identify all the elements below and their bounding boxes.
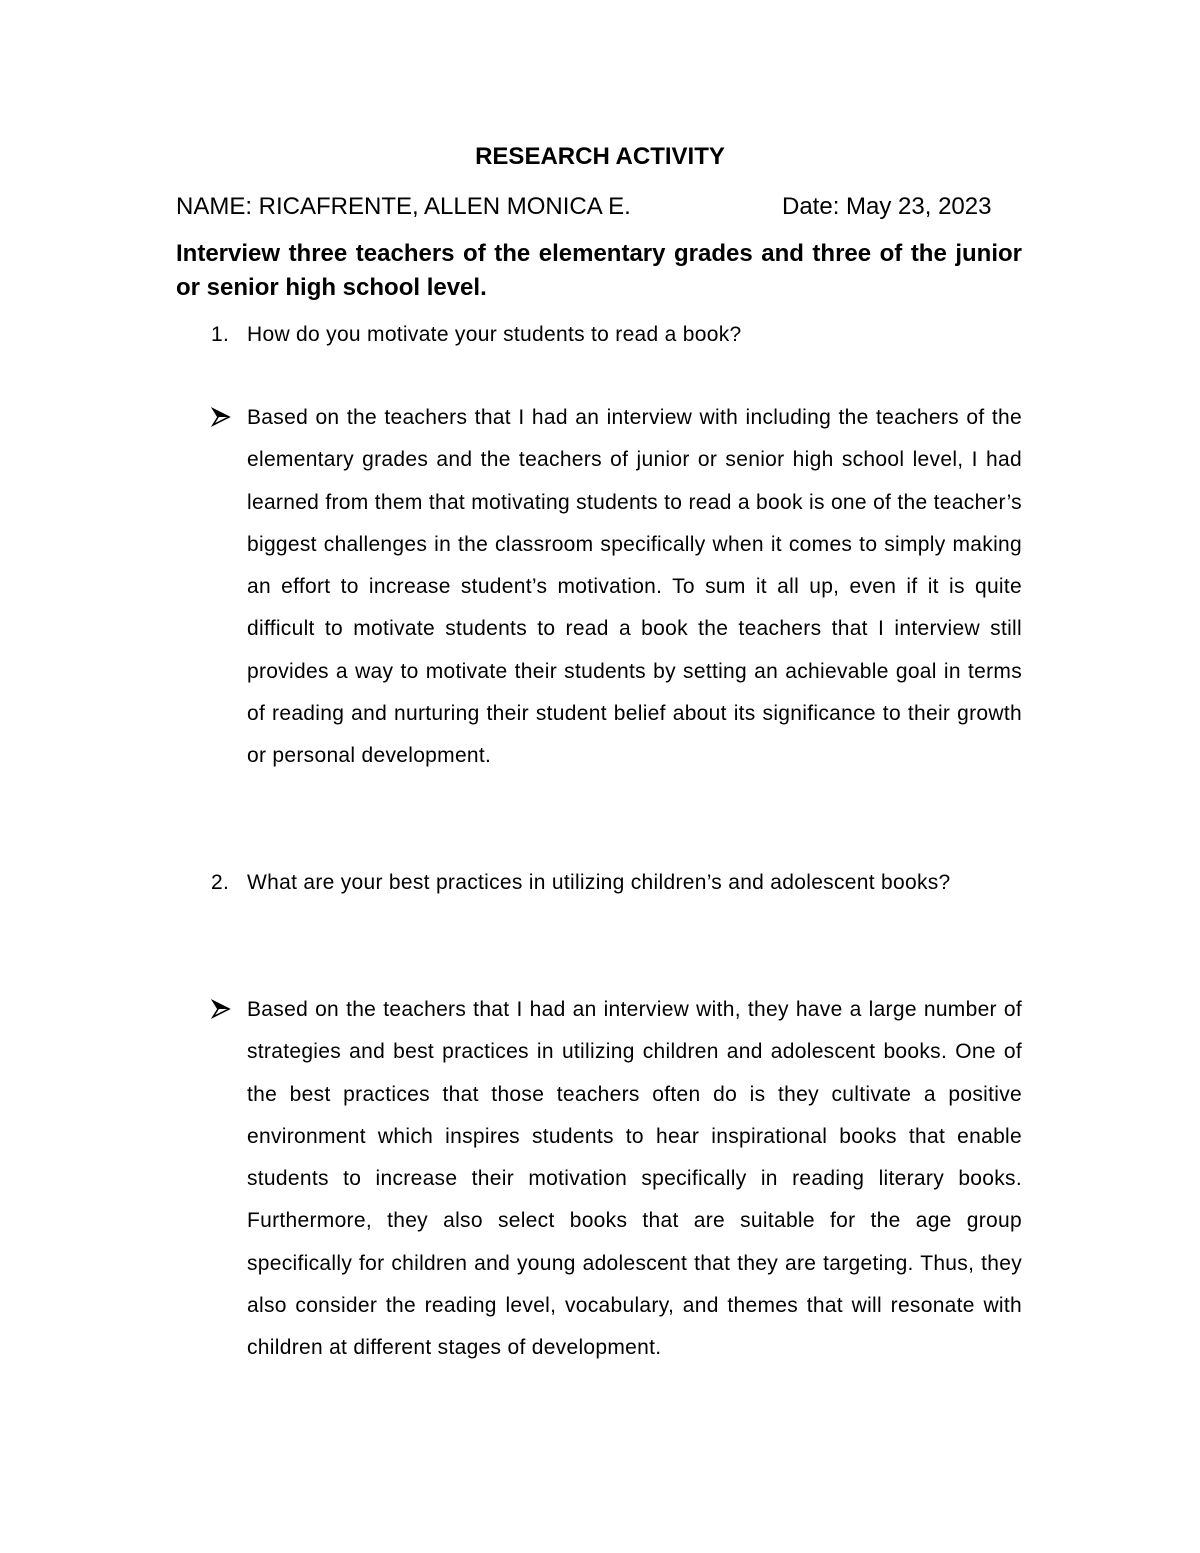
instruction-text: Interview three teachers of the elementary grades and three of the junior or senior high school level. bbox=[176, 240, 1022, 301]
answer-text: Based on the teachers that I had an interview with including the teachers of the elementary grades and the teachers of junior or senior high school level, I had learned from them that motivating students to read a book is one of the teacher’s biggest challenges in the classroom specifically when it comes to simply making an effort to increase student’s motivation. To sum it all up, even if it is quite difficult to motivate students to read a book the teachers that I interview still provides a way to motivate their students by setting an achievable goal in terms of reading and nurturing their student belief about its significance to their growth or personal development. bbox=[247, 406, 1022, 768]
activity-date: Date: May 23, 2023 bbox=[782, 193, 992, 220]
question-number: 2. bbox=[211, 871, 230, 894]
question-number: 1. bbox=[211, 323, 230, 346]
question-item-1 bbox=[176, 314, 1022, 356]
arrowhead-bullet-icon bbox=[211, 999, 231, 1019]
answer-text: Based on the teachers that I had an interview with, they have a large number of strategies and best practices in utilizing children and adolescent books. One of the best practices that those teachers often do is they cultivate a positive environment which inspires students to hear inspirational books that enable students to increase their motivation specifically in reading literary books. Furthermore, they also select books that are suitable for the age group specifically for children and young adolescent that they are targeting. Thus, they also consider the reading level, vocabulary, and themes that will resonate with children at different stages of development. bbox=[247, 998, 1022, 1360]
arrowhead-bullet-icon bbox=[211, 407, 231, 427]
student-name: NAME: RICAFRENTE, ALLEN MONICA E. bbox=[176, 193, 631, 220]
answer-item-1 bbox=[176, 397, 1022, 778]
question-item-2 bbox=[176, 862, 1022, 904]
question-text: How do you motivate your students to read a book? bbox=[247, 323, 742, 346]
page-title: RESEARCH ACTIVITY bbox=[475, 143, 725, 170]
answer-item-2 bbox=[176, 989, 1022, 1370]
question-text: What are your best practices in utilizing children’s and adolescent books? bbox=[247, 871, 951, 894]
